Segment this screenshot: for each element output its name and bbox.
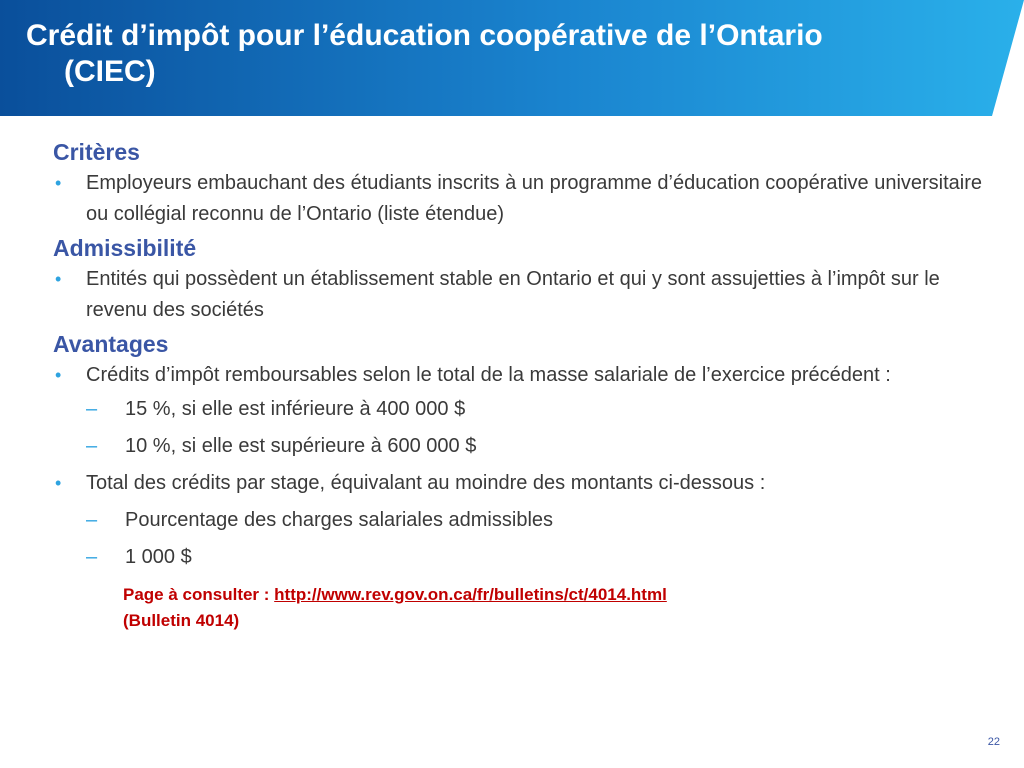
heading-admissibilite: Admissibilité	[53, 235, 197, 261]
sub-bullet-item	[53, 391, 993, 428]
page-title-line2: (CIEC)	[64, 55, 156, 88]
dash-marker: –	[86, 546, 98, 568]
dash-marker: –	[86, 435, 98, 457]
bullet-text: Entités qui possèdent un établissement stable en Ontario et qui y sont assujetties à l’impôt sur le revenu des sociétés	[86, 268, 940, 321]
bullet-item	[53, 264, 993, 326]
bullet-text: Employeurs embauchant des étudiants inscrits à un programme d’éducation coopérative universitaire ou collégial reconnu de l’Ontario (liste étendue)	[86, 172, 983, 225]
heading-avantages: Avantages	[53, 331, 169, 357]
page-title	[26, 18, 956, 90]
slide-content	[53, 136, 993, 634]
dash-marker: –	[86, 398, 98, 420]
bullet-marker: •	[55, 365, 62, 385]
bullet-text: Total des crédits par stage, équivalant au moindre des montants ci-dessous :	[86, 472, 766, 494]
bullet-marker: •	[55, 473, 62, 493]
page-title-line1: Crédit d’impôt pour l’éducation coopérative de l’Ontario	[26, 19, 823, 52]
reference-suffix: (Bulletin 4014)	[123, 611, 240, 630]
sub-bullet-item	[53, 502, 993, 539]
dash-marker: –	[86, 509, 98, 531]
sub-bullet-text: Pourcentage des charges salariales admissibles	[125, 509, 554, 531]
heading-criteres: Critères	[53, 139, 140, 165]
bullet-item	[53, 168, 993, 230]
bullet-item	[53, 360, 993, 391]
sub-bullet-text: 1 000 $	[125, 546, 192, 568]
page-number: 22	[987, 736, 1000, 748]
bullet-item	[53, 465, 993, 502]
reference-prefix: Page à consulter :	[123, 585, 275, 604]
bullet-text: Crédits d’impôt remboursables selon le total de la masse salariale de l’exercice précédent :	[86, 364, 891, 386]
sub-bullet-item	[53, 428, 993, 465]
title-banner	[0, 0, 1024, 116]
bulletin-link[interactable]: http://www.rev.gov.on.ca/fr/bulletins/ct/4014.html	[274, 585, 667, 604]
sub-bullet-text: 10 %, si elle est supérieure à 600 000 $	[125, 435, 477, 457]
bullet-marker: •	[55, 173, 62, 193]
sub-bullet-text: 15 %, si elle est inférieure à 400 000 $	[125, 398, 466, 420]
sub-bullet-item	[53, 539, 993, 576]
bullet-marker: •	[55, 269, 62, 289]
reference-note	[123, 582, 993, 634]
